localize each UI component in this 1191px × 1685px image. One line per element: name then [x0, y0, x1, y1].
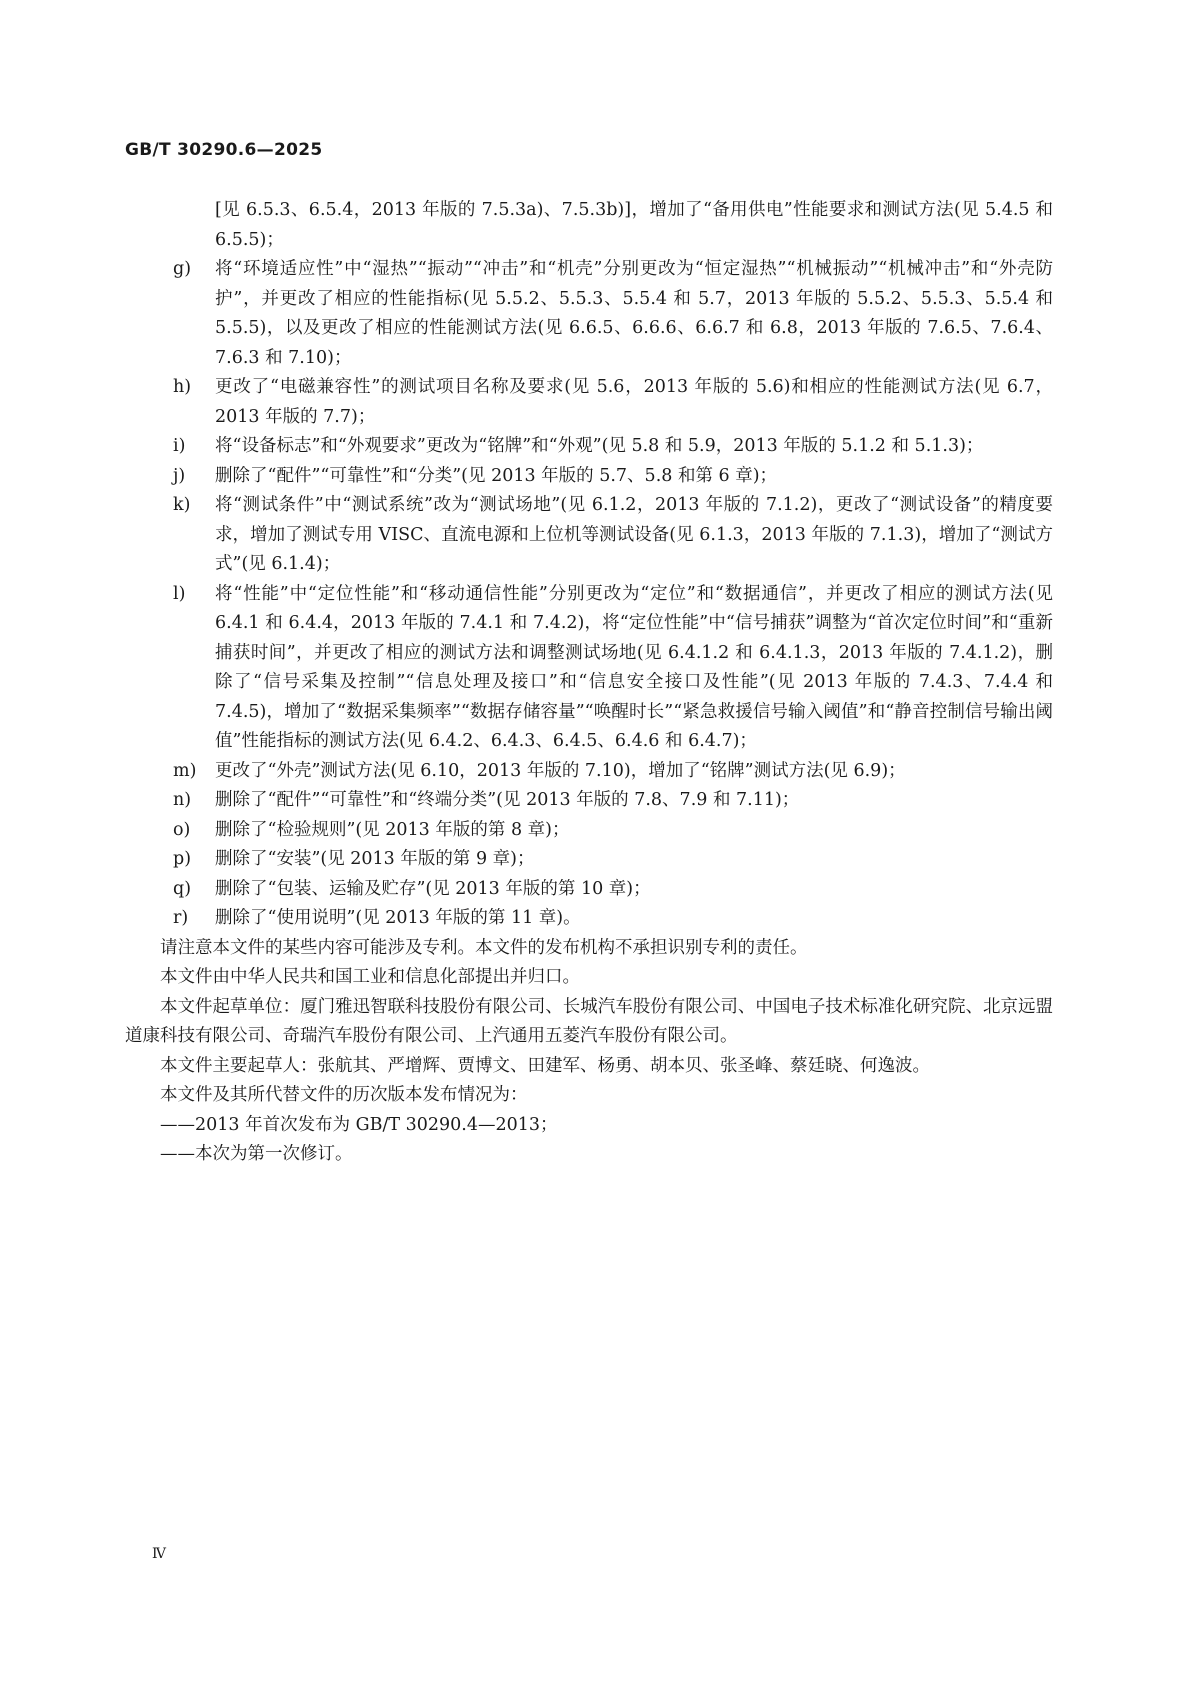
- list-item-text: 删除了“使用说明”(见 2013 年版的第 11 章)。: [215, 908, 581, 928]
- list-item-text: 删除了“配件”“可靠性”和“终端分类”(见 2013 年版的 7.8、7.9 和 7.11)；: [215, 790, 800, 810]
- list-marker: k): [173, 495, 191, 515]
- list-marker: h): [173, 377, 192, 397]
- list-item: [125, 875, 1053, 905]
- list-item-text: 将“设备标志”和“外观要求”更改为“铭牌”和“外观”(见 5.8 和 5.9，2013 年版的 5.1.2 和 5.1.3)；: [215, 436, 984, 456]
- list-marker: g): [173, 259, 192, 279]
- standard-number-header: GB/T 30290.6—2025: [125, 140, 323, 160]
- list-item-text: 将“环境适应性”中“湿热”“振动”“冲击”和“机壳”分别更改为“恒定湿热”“机械振动”“机械冲击”和“外壳防护”，并更改了相应的性能指标(见 5.5.2、5.5.3、5.5.4 和 5.7，2013 年版的 5.5.2、5.5.3、5.5.4 和 5.5.5)，以及更改了相应的性能测试方法(见 6.6.5、6.6.6、6.6.7 和 6.8，2013 年版的 7.6.5、7.6.4、7.6.3 和 7.10)；: [215, 259, 1053, 368]
- continued-item-text: [见 6.5.3、6.5.4，2013 年版的 7.5.3a)、7.5.3b)]，增加了“备用供电”性能要求和测试方法(见 5.4.5 和 6.5.5)；: [215, 200, 1053, 250]
- list-item: [125, 786, 1053, 816]
- list-item: [125, 255, 1053, 373]
- list-marker: n): [173, 790, 192, 810]
- list-item: [125, 432, 1053, 462]
- list-item-text: 将“测试条件”中“测试系统”改为“测试场地”(见 6.1.2，2013 年版的 7.1.2)，更改了“测试设备”的精度要求，增加了测试专用 VISC、直流电源和上位机等测试设备(见 6.1.3，2013 年版的 7.1.3)，增加了“测试方式”(见 6.1.4)；: [215, 495, 1053, 574]
- list-item-text: 将“性能”中“定位性能”和“移动通信性能”分别更改为“定位”和“数据通信”，并更改了相应的测试方法(见 6.4.1 和 6.4.4，2013 年版的 7.4.1 和 7.4.2)，将“定位性能”中“信号捕获”调整为“首次定位时间”和“重新捕获时间”，并更改了相应的测试方法和调整测试场地(见 6.4.1.2 和 6.4.1.3，2013 年版的 7.4.1.2)，删除了“信号采集及控制”“信息处理及接口”和“信息安全接口及性能”(见 2013 年版的 7.4.3、7.4.4 和 7.4.5)，增加了“数据采集频率”“数据存储容量”“唤醒时长”“紧急救援信号输入阈值”和“静音控制信号输出阈值”性能指标的测试方法(见 6.4.2、6.4.3、6.4.5、6.4.6 和 6.4.7)；: [215, 583, 1053, 751]
- list-item: [125, 462, 1053, 492]
- list-item: [125, 757, 1053, 787]
- list-marker: p): [173, 849, 192, 869]
- list-item: [125, 580, 1053, 757]
- list-marker: l): [173, 583, 186, 604]
- list-marker: o): [173, 819, 191, 840]
- version-history-intro: 本文件及其所代替文件的历次版本发布情况为：: [160, 1085, 528, 1105]
- list-item-text: 更改了“电磁兼容性”的测试项目名称及要求(见 5.6，2013 年版的 5.6)和相应的性能测试方法(见 6.7，2013 年版的 7.7)；: [215, 377, 1053, 427]
- drafting-organizations: 本文件起草单位：厦门雅迅智联科技股份有限公司、长城汽车股份有限公司、中国电子技术标准化研究院、北京远盟道康科技有限公司、奇瑞汽车股份有限公司、上汽通用五菱汽车股份有限公司。: [125, 996, 1053, 1046]
- list-item: [125, 491, 1053, 580]
- proposer-statement: 本文件由中华人民共和国工业和信息化部提出并归口。: [160, 967, 580, 987]
- list-item-text: 删除了“配件”“可靠性”和“分类”(见 2013 年版的 5.7、5.8 和第 6 章)；: [215, 465, 778, 486]
- list-marker: j): [173, 465, 186, 486]
- version-history-item: ——本次为第一次修订。: [160, 1144, 353, 1164]
- list-item-text: 删除了“包装、运输及贮存”(见 2013 年版的第 10 章)；: [215, 878, 651, 899]
- list-marker: m): [173, 760, 197, 781]
- main-drafters: 本文件主要起草人：张航其、严增辉、贾博文、田建军、杨勇、胡本贝、张圣峰、蔡廷晓、何逸波。: [160, 1055, 930, 1076]
- page-number: Ⅳ: [152, 1546, 166, 1562]
- list-marker: i): [173, 436, 186, 456]
- list-item-text: 删除了“检验规则”(见 2013 年版的第 8 章)；: [215, 819, 570, 840]
- foreword-body: [125, 196, 1053, 1170]
- list-marker: q): [173, 878, 192, 899]
- list-item: [125, 816, 1053, 846]
- list-item: [125, 845, 1053, 875]
- list-item-text: 更改了“外壳”测试方法(见 6.10，2013 年版的 7.10)，增加了“铭牌”测试方法(见 6.9)；: [215, 760, 906, 781]
- list-item: [125, 904, 1053, 934]
- list-item-text: 删除了“安装”(见 2013 年版的第 9 章)；: [215, 849, 535, 869]
- list-marker: r): [173, 908, 189, 928]
- version-history-item: ——2013 年首次发布为 GB/T 30290.4—2013；: [160, 1114, 558, 1135]
- list-item: [125, 373, 1053, 432]
- patent-notice: 请注意本文件的某些内容可能涉及专利。本文件的发布机构不承担识别专利的责任。: [160, 937, 808, 958]
